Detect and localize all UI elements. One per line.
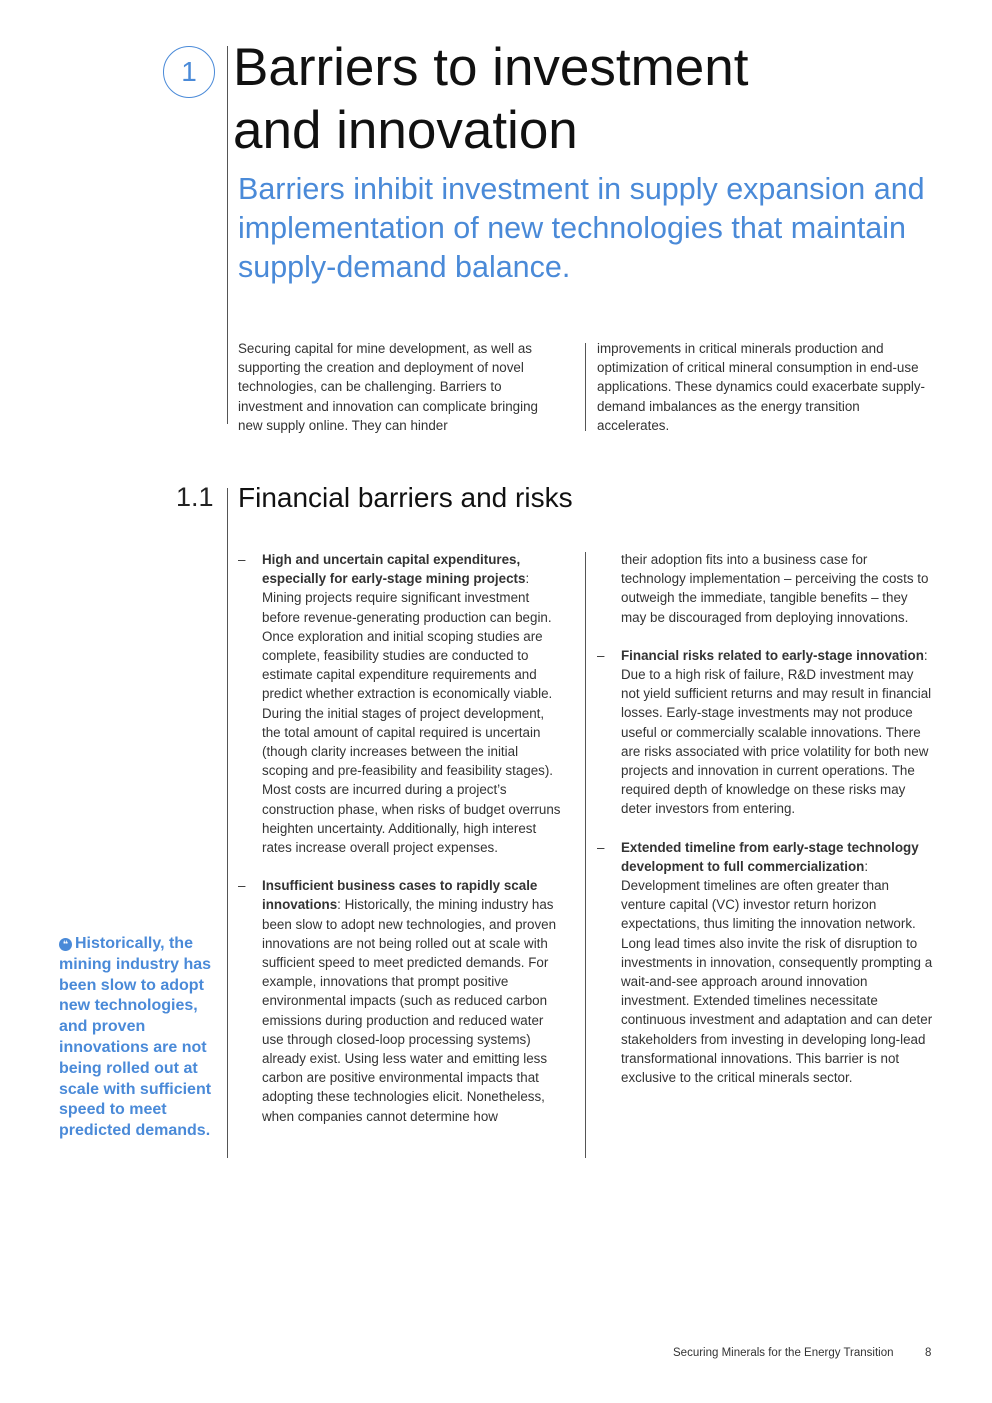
bullet-dash: –: [238, 878, 246, 894]
bullets-column-1: [238, 550, 564, 1145]
bullet-item-capex: [238, 550, 564, 857]
bullet-dash: –: [597, 839, 605, 855]
bullet-heading-capex: High and uncertain capital expenditures, especially for early-stage mining projects: [262, 552, 526, 587]
footer-title: Securing Minerals for the Energy Transition: [673, 1347, 894, 1359]
intro-column-2: improvements in critical minerals production and optimization of critical mineral consumption in end-use applications. These dynamics could exacerbate supply-demand imbalances as the energy transition accelerates.: [597, 341, 926, 433]
chapter-subtitle: Barriers inhibit investment in supply expansion and implementation of new technologies that maintain supply-demand balance.: [238, 172, 925, 284]
page-number: 8: [925, 1347, 932, 1359]
bullet-body-capex: : Mining projects require significant investment before revenue-generating production can begin. Once exploration and initial scoping studies are complete, feasibility studies are conducted to estimate capital expenditure requirements and predict whether extraction is economically viable. During the initial stages of project development, the total amount of capital required is uncertain (though clarity increases between the initial scoping and pre-feasibility and feasibility stages). Most costs are incurred during a project’s construction phase, when risks of budget overruns heighten uncertainty. Additionally, high interest rates increase overall project expenses.: [262, 571, 561, 856]
chapter-title: [233, 36, 933, 162]
chapter-title-line2: and innovation: [233, 101, 578, 160]
bullets-column-divider: [585, 552, 586, 1158]
bullet-item-business-cases: [238, 876, 564, 1126]
intro-column-divider: [585, 343, 586, 431]
bullet-item-financial-risks: [597, 646, 933, 819]
bullet-continuation: their adoption fits into a business case for technology implementation – perceiving the costs to outweigh the immediate, tangible benefits – they may be discouraged from deploying innovations.: [621, 552, 929, 625]
bullet-list-left: [238, 550, 564, 1126]
bullet-dash: –: [597, 647, 605, 663]
section-divider: [227, 488, 228, 1158]
bullet-body-extended-timeline: : Development timelines are often greater than venture capital (VC) investor return horizon expectations, thus limiting the innovation network. Long lead times also invite the risk of disruption to investments in innovation, consequently prompting a wait-and-see approach around innovation investment. Extended timelines necessitate continuous investment and adaptation and can deter stakeholders from investing in developing long-lead transformational innovations. This barrier is not exclusive to the critical minerals sector.: [621, 858, 933, 1086]
bullet-heading-financial-risks: Financial risks related to early-stage innovation: [621, 647, 924, 663]
intro-column-1: Securing capital for mine development, as well as supporting the creation and deployment of novel technologies, can be challenging. Barriers to investment and innovation can complicate bringing new supply online. They can hinder: [238, 341, 538, 433]
quote-icon: ❝: [59, 938, 72, 951]
chapter-title-line1: Barriers to investment: [233, 38, 749, 97]
bullet-heading-business-cases: Insufficient business cases to rapidly scale innovations: [262, 878, 538, 913]
bullet-heading-extended-timeline: Extended timeline from early-stage technology development to full commercialization: [621, 839, 919, 874]
pull-quote: [59, 934, 219, 1142]
bullet-dash: –: [238, 552, 246, 567]
pull-quote-text: Historically, the mining industry has been slow to adopt new technologies, and proven innovations are not being rolled out at scale with sufficient speed to meet predicted demands.: [59, 935, 212, 1140]
section-number: 1.1: [176, 482, 214, 512]
bullet-body-financial-risks: : Due to a high risk of failure, R&D investment may not yield sufficient returns and may result in financial losses. Early-stage investments may not produce useful or commercially scalable innovations. There are risks associated with price volatility for both new projects and innovation in current operations. The required depth of knowledge on these risks may deter investors from entering.: [621, 647, 932, 817]
bullet-body-business-cases: : Historically, the mining industry has been slow to adopt new technologies, and proven innovations are not being rolled out at scale with sufficient speed to meet predicted demands. For example, innovations that prompt positive environmental impacts (such as reduced carbon emissions during production and reduced water use through closed-loop processing systems) already exist. Using less water and emitting less carbon are positive environmental impacts that adopting these technologies elicit. Nonetheless, when companies cannot determine how: [262, 897, 557, 1124]
bullets-column-2: [597, 550, 933, 1106]
chapter-number-badge: 1: [163, 46, 215, 98]
bullet-item-extended-timeline: [597, 838, 933, 1088]
section-title: Financial barriers and risks: [238, 482, 573, 513]
chapter-divider: [227, 46, 228, 424]
bullet-list-right: [597, 646, 933, 1087]
